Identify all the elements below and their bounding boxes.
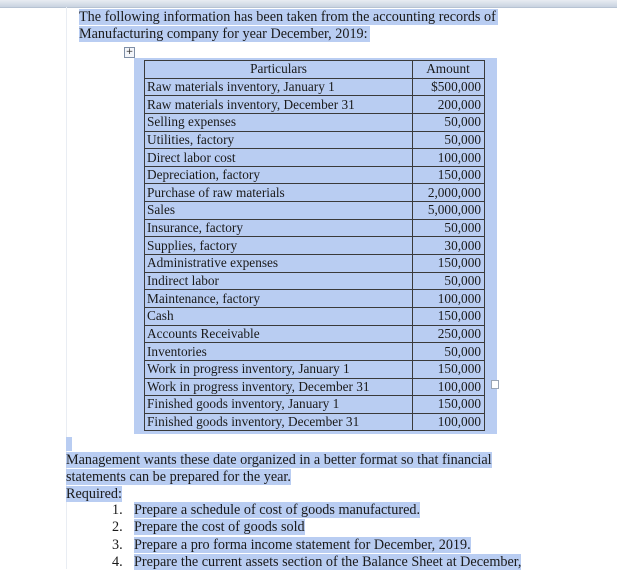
amount-cell: 50,000: [413, 113, 485, 131]
header-particulars: Particulars: [145, 61, 413, 79]
task-number: 2.: [112, 519, 123, 536]
particulars-cell: Insurance, factory: [145, 219, 413, 237]
table-row: [145, 237, 485, 255]
particulars-cell: Selling expenses: [145, 113, 413, 131]
table-row: [145, 78, 485, 96]
table-row: [145, 290, 485, 308]
task-text: Prepare a pro forma income statement for December, 2019.: [134, 536, 471, 553]
table-row: [145, 219, 485, 237]
particulars-cell: Maintenance, factory: [145, 290, 413, 308]
table-row: [145, 396, 485, 414]
intro-paragraph: [79, 9, 529, 43]
amount-cell: 50,000: [413, 131, 485, 149]
table-row: [145, 149, 485, 167]
particulars-cell: Sales: [145, 202, 413, 220]
ruler-bar: [0, 0, 617, 8]
table-row: [145, 360, 485, 378]
particulars-cell: Accounts Receivable: [145, 325, 413, 343]
table-row: [145, 96, 485, 114]
table-row: [145, 343, 485, 361]
table-row: [145, 307, 485, 325]
amount-cell: 50,000: [413, 272, 485, 290]
table-row: [145, 166, 485, 184]
amount-cell: 100,000: [413, 413, 485, 431]
amount-cell: 30,000: [413, 237, 485, 255]
task-item: [112, 502, 521, 519]
required-label: Required:: [66, 486, 122, 502]
amount-cell: 150,000: [413, 307, 485, 325]
particulars-cell: Direct labor cost: [145, 149, 413, 167]
amount-cell: 100,000: [413, 378, 485, 396]
amount-cell: 50,000: [413, 219, 485, 237]
amount-cell: 2,000,000: [413, 184, 485, 202]
table-row: [145, 131, 485, 149]
accounting-table: [144, 60, 485, 431]
amount-cell: $500,000: [413, 78, 485, 96]
table-row: [145, 202, 485, 220]
table-row: [145, 184, 485, 202]
task-item: [112, 519, 521, 536]
particulars-cell: Depreciation, factory: [145, 166, 413, 184]
table-move-handle-icon[interactable]: +: [125, 47, 134, 57]
table-row-end-marker: [491, 380, 499, 389]
particulars-cell: Supplies, factory: [145, 237, 413, 255]
table-row: [145, 378, 485, 396]
empty-paragraph-mark: [66, 437, 72, 451]
amount-cell: 100,000: [413, 149, 485, 167]
amount-cell: 5,000,000: [413, 202, 485, 220]
amount-cell: 150,000: [413, 360, 485, 378]
particulars-cell: Purchase of raw materials: [145, 184, 413, 202]
amount-cell: 150,000: [413, 396, 485, 414]
task-text: Prepare a schedule of cost of goods manufactured.: [134, 502, 421, 518]
particulars-cell: Raw materials inventory, December 31: [145, 96, 413, 114]
task-number: 4.: [112, 553, 123, 570]
header-amount: Amount: [413, 61, 485, 79]
table-row: [145, 272, 485, 290]
amount-cell: 50,000: [413, 343, 485, 361]
table-row: [145, 255, 485, 273]
intro-line-1: The following information has been taken from the accounting records of: [79, 9, 496, 25]
task-item: [112, 537, 521, 554]
management-line-2: statements can be prepared for the year.: [66, 468, 291, 485]
particulars-cell: Finished goods inventory, January 1: [145, 396, 413, 414]
particulars-cell: Work in progress inventory, December 31: [145, 378, 413, 396]
particulars-cell: Indirect labor: [145, 272, 413, 290]
table-row: [145, 325, 485, 343]
amount-cell: 150,000: [413, 166, 485, 184]
particulars-cell: Work in progress inventory, January 1: [145, 360, 413, 378]
task-list: [112, 502, 521, 571]
management-paragraph: [66, 452, 536, 485]
amount-cell: 100,000: [413, 290, 485, 308]
management-line-1: Management wants these date organized in a better format so that financial: [66, 452, 492, 468]
particulars-cell: Cash: [145, 307, 413, 325]
particulars-cell: Inventories: [145, 343, 413, 361]
task-text: Prepare the cost of goods sold: [134, 519, 305, 536]
table-row: [145, 113, 485, 131]
particulars-cell: Finished goods inventory, December 31: [145, 413, 413, 431]
particulars-cell: Utilities, factory: [145, 131, 413, 149]
intro-line-2: Manufacturing company for year December, 2019:: [79, 26, 368, 42]
particulars-cell: Raw materials inventory, January 1: [145, 78, 413, 96]
task-item: [112, 554, 521, 571]
amount-cell: 200,000: [413, 96, 485, 114]
task-text: Prepare the current assets section of the Balance Sheet at December,: [134, 553, 522, 570]
table-row: [145, 413, 485, 431]
task-number: 1.: [112, 502, 123, 518]
particulars-cell: Administrative expenses: [145, 255, 413, 273]
amount-cell: 150,000: [413, 255, 485, 273]
amount-cell: 250,000: [413, 325, 485, 343]
table-header-row: [145, 61, 485, 79]
task-number: 3.: [112, 536, 123, 553]
